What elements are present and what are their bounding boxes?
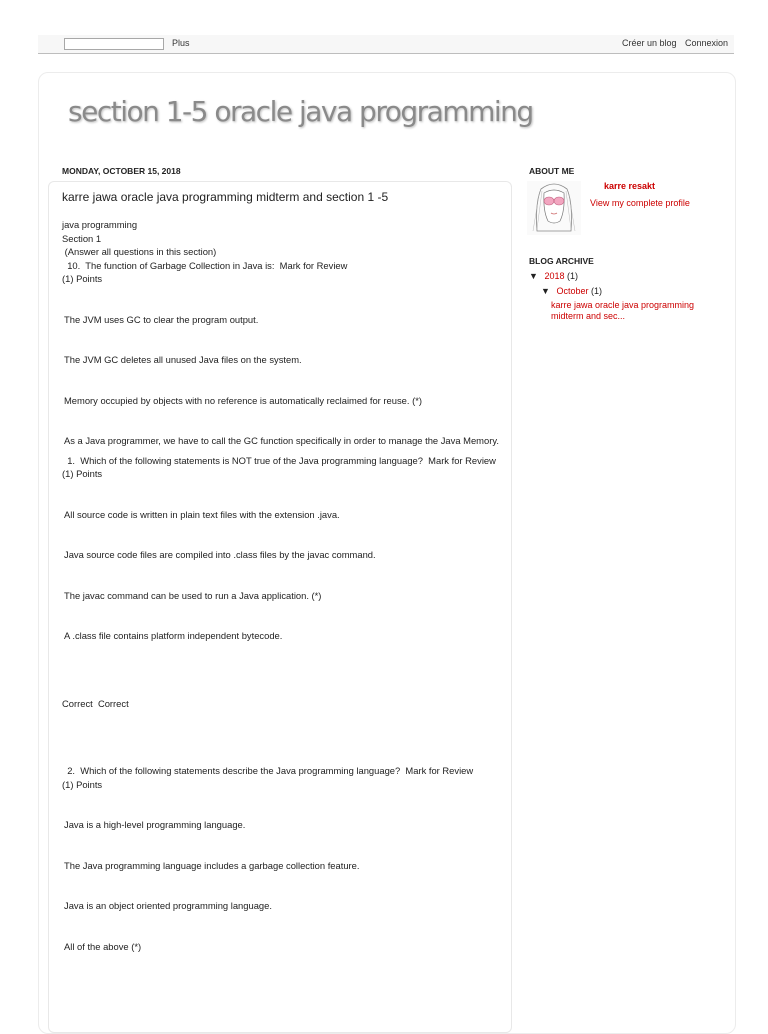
answer-option: All source code is written in plain text files with the extension .java.	[64, 508, 340, 520]
navbar-search-input[interactable]	[64, 38, 164, 50]
blog-title[interactable]: section 1-5 oracle java programming	[68, 95, 533, 128]
spacer	[62, 326, 500, 353]
view-profile-link[interactable]: View my complete profile	[590, 198, 690, 208]
spacer	[62, 832, 500, 859]
spacer	[62, 602, 500, 629]
answer-option: The Java programming language includes a garbage collection feature.	[64, 859, 360, 871]
archive-month-count: (1)	[590, 286, 602, 296]
blog-archive-heading: BLOG ARCHIVE	[529, 256, 594, 266]
about-me-heading: ABOUT ME	[529, 166, 575, 176]
post-text-line: (1) Points	[62, 778, 103, 790]
answer-option: The JVM uses GC to clear the program output.	[64, 313, 259, 325]
answer-option: Memory occupied by objects with no reference is automatically reclaimed for reuse. (*)	[64, 394, 422, 406]
post-title[interactable]: karre jawa oracle java programming midterm and section 1 -5	[62, 190, 389, 204]
profile-name[interactable]: karre resakt	[604, 181, 656, 191]
answer-option: The JVM GC deletes all unused Java files on the system.	[64, 354, 302, 365]
post-text-line: (Answer all questions in this section)	[62, 246, 217, 257]
archive-year-toggle-icon[interactable]: ▼	[529, 271, 538, 281]
answer-option: All of the above (*)	[64, 940, 142, 952]
navbar-more-link[interactable]: Plus	[172, 38, 190, 48]
spacer	[62, 562, 500, 589]
archive-year-row	[529, 271, 578, 281]
post-text-line: 1. Which of the following statements is NOT true of the Java programming language? Mark for Review	[62, 454, 496, 466]
archive-post-link[interactable]: karre jawa oracle java programming midterm and sec...	[551, 300, 695, 321]
spacer	[62, 643, 500, 670]
archive-year-link[interactable]: 2018	[544, 271, 565, 281]
post-date-header: MONDAY, OCTOBER 15, 2018	[62, 166, 181, 176]
spacer	[62, 737, 500, 764]
spacer	[62, 481, 500, 508]
answer-option: Java is a high-level programming language.	[64, 819, 246, 830]
spacer	[62, 670, 500, 697]
spacer	[62, 710, 500, 737]
archive-month-link[interactable]: October	[556, 286, 589, 296]
answer-option: A .class file contains platform independent bytecode.	[64, 630, 283, 641]
post-text-line: Correct Correct	[62, 697, 129, 709]
create-blog-link[interactable]: Créer un blog	[622, 38, 677, 48]
spacer	[62, 791, 500, 818]
archive-month-row	[541, 286, 602, 296]
spacer	[62, 286, 500, 313]
post-text-line: java programming	[62, 219, 138, 230]
post-text-line: (1) Points	[62, 273, 103, 284]
blogger-navbar	[38, 35, 734, 54]
spacer	[62, 521, 500, 548]
profile-avatar[interactable]	[527, 181, 581, 235]
login-link[interactable]: Connexion	[685, 38, 729, 48]
answer-option: As a Java programmer, we have to call the GC function specifically in order to manage the Java Memory.	[64, 435, 499, 446]
spacer	[62, 367, 500, 394]
post-text-line: 2. Which of the following statements describe the Java programming language? Mark for Review	[62, 765, 474, 776]
answer-option: The javac command can be used to run a Java application. (*)	[64, 589, 322, 601]
spacer	[62, 913, 500, 940]
spacer	[62, 407, 500, 434]
answer-option: Java source code files are compiled into .class files by the javac command.	[64, 549, 376, 560]
post-body	[62, 218, 500, 953]
archive-year-count: (1)	[566, 271, 578, 281]
archive-month-toggle-icon[interactable]: ▼	[541, 286, 550, 296]
answer-option: Java is an object oriented programming language.	[64, 900, 272, 911]
post-text-line: 10. The function of Garbage Collection in Java is: Mark for Review	[62, 259, 348, 271]
post-text-line: Section 1	[62, 232, 102, 244]
post-text-line: (1) Points	[62, 468, 103, 479]
spacer	[62, 872, 500, 899]
